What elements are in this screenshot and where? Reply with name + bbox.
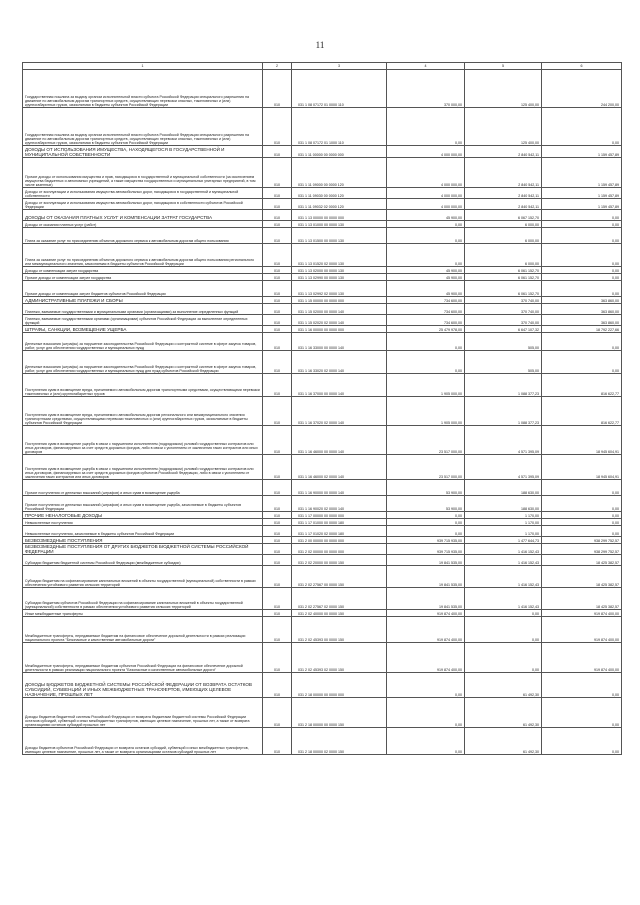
- row-name: Денежные взыскания (штрафы) за нарушение законодательства Российской Федерации о контрактной системе в сфере закупок товаров, работ, услуг для обеспечения государственных и муниципальных нужд для нужд субъектов Российской Федерации: [23, 351, 263, 374]
- row-budget-code: 031 2 02 00000 00 0000 000: [292, 544, 387, 555]
- row-executed-amount: 370 740,00: [465, 315, 542, 326]
- row-budget-code: 031 2 18 00000 00 0000 000: [292, 673, 387, 698]
- row-unexecuted-amount: 0,00: [542, 221, 622, 228]
- row-budget-code: 031 1 13 00000 00 0000 000: [292, 210, 387, 221]
- row-unexecuted-amount: 1 159 457,89: [542, 158, 622, 188]
- row-executed-amount: 6 000,00: [465, 244, 542, 267]
- table-row: [23, 351, 622, 374]
- row-name: Прочие доходы от компенсации затрат государства: [23, 274, 263, 281]
- row-name: ДОХОДЫ ОТ ИСПОЛЬЗОВАНИЯ ИМУЩЕСТВА, НАХОДЯЩЕГОСЯ В ГОСУДАРСТВЕННОЙ И МУНИЦИПАЛЬНОЙ СОБСТВЕННОСТИ: [23, 146, 263, 158]
- table-row: [23, 221, 622, 228]
- row-approved-amount: 370 000,00: [387, 70, 465, 108]
- table-row: [23, 146, 622, 158]
- table-header-row: [23, 63, 622, 70]
- table-row: [23, 267, 622, 274]
- row-unexecuted-amount: 244 200,00: [542, 70, 622, 108]
- table-row: [23, 315, 622, 326]
- row-unexecuted-amount: 919 874 400,00: [542, 643, 622, 673]
- row-unexecuted-amount: 0,00: [542, 333, 622, 351]
- row-budget-code: 031 1 13 01520 02 0000 130: [292, 244, 387, 267]
- row-unexecuted-amount: 18 425 382,57: [542, 588, 622, 610]
- row-budget-code: 031 1 16 33000 00 0000 140: [292, 333, 387, 351]
- row-executed-amount: 370 740,00: [465, 297, 542, 304]
- row-line-code: 010: [263, 537, 292, 544]
- row-name: Межбюджетные трансферты, передаваемые бюджетам субъектов Российской Федерации на финансовое обеспечение дорожной деятельности в рамках реализации национального проекта "Безопасные и качественные автомобильные дороги": [23, 643, 263, 673]
- row-unexecuted-amount: 0,00: [542, 228, 622, 244]
- row-budget-code: 031 1 17 01000 00 0000 180: [292, 519, 387, 526]
- row-budget-code: 031 2 02 27567 02 0000 150: [292, 588, 387, 610]
- row-name: БЕЗВОЗМЕЗДНЫЕ ПОСТУПЛЕНИЯ: [23, 537, 263, 544]
- row-budget-code: 031 2 02 40000 00 0000 150: [292, 610, 387, 617]
- row-budget-code: 031 2 18 00000 02 0000 150: [292, 728, 387, 755]
- row-unexecuted-amount: 0,00: [542, 267, 622, 274]
- row-budget-code: 031 1 17 00000 00 0000 000: [292, 512, 387, 519]
- table-row: [23, 281, 622, 297]
- row-name: Поступления сумм в возмещение ущерба в связи с нарушением исполнителем (подрядчиком) условий государственных контрактов или иных договоров, финансируемых за счет средств дорожных фондов, либо в связи с уклонением от заключения таких контрактов или иных договоров: [23, 426, 263, 455]
- row-executed-amount: 61 492,30: [465, 728, 542, 755]
- row-budget-code: 031 1 08 07172 01 0000 110: [292, 70, 387, 108]
- row-line-code: 010: [263, 274, 292, 281]
- row-line-code: 010: [263, 526, 292, 537]
- row-budget-code: 031 1 11 09000 00 0000 120: [292, 158, 387, 188]
- row-budget-code: 031 1 13 02992 02 0000 130: [292, 281, 387, 297]
- row-executed-amount: 505,00: [465, 333, 542, 351]
- row-approved-amount: 23 517 000,00: [387, 426, 465, 455]
- row-unexecuted-amount: 0,00: [542, 274, 622, 281]
- row-line-code: 010: [263, 610, 292, 617]
- row-executed-amount: 6 647 107,32: [465, 326, 542, 333]
- table-row: [23, 728, 622, 755]
- row-name: Доходы от оказания платных услуг (работ): [23, 221, 263, 228]
- row-executed-amount: 1 170,00: [465, 526, 542, 537]
- row-executed-amount: 6 061 152,70: [465, 267, 542, 274]
- row-line-code: 010: [263, 728, 292, 755]
- row-executed-amount: 505,00: [465, 351, 542, 374]
- row-line-code: 010: [263, 426, 292, 455]
- row-line-code: 010: [263, 519, 292, 526]
- row-executed-amount: 6 067 152,70: [465, 210, 542, 221]
- row-unexecuted-amount: 0,00: [542, 281, 622, 297]
- row-unexecuted-amount: 18 792 227,66: [542, 326, 622, 333]
- row-approved-amount: 0,00: [387, 228, 465, 244]
- row-line-code: 010: [263, 199, 292, 210]
- row-approved-amount: 0,00: [387, 728, 465, 755]
- table-row: [23, 537, 622, 544]
- row-unexecuted-amount: 0,00: [542, 244, 622, 267]
- row-line-code: 010: [263, 158, 292, 188]
- row-executed-amount: 1 170,00: [465, 512, 542, 519]
- row-executed-amount: 1 170,00: [465, 519, 542, 526]
- row-executed-amount: 6 061 152,70: [465, 281, 542, 297]
- row-approved-amount: 19 841 535,00: [387, 555, 465, 566]
- row-executed-amount: 1 416 152,43: [465, 588, 542, 610]
- table-row: [23, 333, 622, 351]
- row-line-code: 010: [263, 108, 292, 146]
- row-approved-amount: 734 600,00: [387, 297, 465, 304]
- row-approved-amount: 45 900,00: [387, 274, 465, 281]
- row-budget-code: 031 1 13 02990 00 0000 130: [292, 274, 387, 281]
- row-executed-amount: 2 840 542,11: [465, 199, 542, 210]
- row-name: Невыясненные поступления, зачисляемые в бюджеты субъектов Российской Федерации: [23, 526, 263, 537]
- row-approved-amount: 0,00: [387, 698, 465, 728]
- row-approved-amount: 45 900,00: [387, 281, 465, 297]
- row-executed-amount: 4 571 395,09: [465, 455, 542, 480]
- row-executed-amount: 1 416 152,43: [465, 566, 542, 588]
- row-approved-amount: 939 715 935,00: [387, 544, 465, 555]
- row-name: Субсидии бюджетам субъектов Российской Федерации на софинансирование капитальных вложений в объекты государственной (муниципальной) собственности в рамках обеспечения устойчивого развития сельских территорий: [23, 588, 263, 610]
- table-row: [23, 544, 622, 555]
- row-unexecuted-amount: 0,00: [542, 673, 622, 698]
- row-line-code: 010: [263, 588, 292, 610]
- row-approved-amount: 1 905 000,00: [387, 374, 465, 397]
- row-budget-code: 031 1 13 01000 00 0000 130: [292, 221, 387, 228]
- row-unexecuted-amount: 0,00: [542, 351, 622, 374]
- row-budget-code: 031 2 02 45393 00 0000 150: [292, 617, 387, 643]
- row-executed-amount: 188 630,00: [465, 480, 542, 496]
- row-name: Доходы от эксплуатации и использования имущества автомобильных дорог, находящихся в собственности субъектов Российской Федерации: [23, 199, 263, 210]
- row-approved-amount: 45 900,00: [387, 267, 465, 274]
- row-approved-amount: 53 900,00: [387, 496, 465, 512]
- row-executed-amount: 125 400,00: [465, 108, 542, 146]
- row-unexecuted-amount: 1 159 457,89: [542, 146, 622, 158]
- row-unexecuted-amount: 0,00: [542, 210, 622, 221]
- table-row: [23, 188, 622, 199]
- row-unexecuted-amount: 919 874 400,00: [542, 617, 622, 643]
- row-executed-amount: 370 740,00: [465, 304, 542, 315]
- row-executed-amount: 0,00: [465, 617, 542, 643]
- row-line-code: 010: [263, 70, 292, 108]
- column-header: 1: [23, 63, 263, 70]
- row-name: Государственная пошлина за выдачу органом исполнительной власти субъекта Российской Федерации специального разрешения на движение по автомобильным дорогам транспортных средств, осуществляющих перевозки опасных, тяжеловесных и (или) крупногабаритных грузов, зачисляемая в бюджеты субъектов Российской Федерации: [23, 70, 263, 108]
- table-row: [23, 480, 622, 496]
- row-budget-code: 031 1 17 01020 02 0000 180: [292, 526, 387, 537]
- row-executed-amount: 0,00: [465, 643, 542, 673]
- row-approved-amount: 0,00: [387, 526, 465, 537]
- row-executed-amount: 0,00: [465, 610, 542, 617]
- table-row: [23, 555, 622, 566]
- row-unexecuted-amount: 363 860,00: [542, 304, 622, 315]
- row-unexecuted-amount: 938 299 752,57: [542, 544, 622, 555]
- row-budget-code: 031 1 15 02000 00 0000 140: [292, 304, 387, 315]
- row-line-code: 010: [263, 244, 292, 267]
- table-row: [23, 397, 622, 426]
- table-row: [23, 274, 622, 281]
- row-approved-amount: 4 000 000,00: [387, 188, 465, 199]
- row-budget-code: 031 1 11 09030 00 0000 120: [292, 188, 387, 199]
- row-name: Доходы от эксплуатации и использования имущества автомобильных дорог, находящихся в государственной и муниципальной собственности: [23, 188, 263, 199]
- row-approved-amount: 0,00: [387, 333, 465, 351]
- table-row: [23, 643, 622, 673]
- table-row: [23, 455, 622, 480]
- row-name: Субсидии бюджетам на софинансирование капитальных вложений в объекты государственной (муниципальной) собственности в рамках обеспечения устойчивого развития сельских территорий: [23, 566, 263, 588]
- table-body: [23, 70, 622, 755]
- row-name: Государственная пошлина за выдачу органом исполнительной власти субъекта Российской Федерации специального разрешения на движение по автомобильным дорогам транспортных средств, осуществляющих перевозки опасных, тяжеловесных и (или) крупногабаритных грузов, зачисляемая в бюджеты субъектов Российской Федерации: [23, 108, 263, 146]
- row-unexecuted-amount: 0,00: [542, 512, 622, 519]
- row-line-code: 010: [263, 210, 292, 221]
- row-executed-amount: 1 416 152,43: [465, 544, 542, 555]
- row-approved-amount: 0,00: [387, 512, 465, 519]
- table-row: [23, 304, 622, 315]
- row-name: Доходы бюджетов бюджетной системы Российской Федерации от возврата бюджетами бюджетной системы Российской Федерации остатков субсидий, субвенций и иных межбюджетных трансфертов, имеющих целевое назначение, прошлых лет, а также от возврата организациями остатков субсидий прошлых лет: [23, 698, 263, 728]
- row-executed-amount: 1 088 377,23: [465, 374, 542, 397]
- row-name: Доходы бюджетов субъектов Российской Федерации от возврата остатков субсидий, субвенций и иных межбюджетных трансфертов, имеющих целевое назначение, прошлых лет, а также от возврата организациями остатков субсидий прошлых лет: [23, 728, 263, 755]
- row-unexecuted-amount: 0,00: [542, 108, 622, 146]
- table-row: [23, 326, 622, 333]
- table-row: [23, 519, 622, 526]
- table-row: [23, 588, 622, 610]
- row-unexecuted-amount: 816 622,77: [542, 374, 622, 397]
- row-name: Невыясненные поступления: [23, 519, 263, 526]
- row-approved-amount: 19 841 535,00: [387, 566, 465, 588]
- table-row: [23, 673, 622, 698]
- row-approved-amount: 0,00: [387, 519, 465, 526]
- column-header: 6: [542, 63, 622, 70]
- row-approved-amount: 919 874 400,00: [387, 610, 465, 617]
- row-line-code: 010: [263, 221, 292, 228]
- row-unexecuted-amount: 18 945 604,91: [542, 426, 622, 455]
- row-approved-amount: 45 900,00: [387, 210, 465, 221]
- table-row: [23, 610, 622, 617]
- row-unexecuted-amount: 1 159 457,89: [542, 188, 622, 199]
- row-unexecuted-amount: 0,00: [542, 728, 622, 755]
- table-row: [23, 199, 622, 210]
- row-name: Прочие поступления от денежных взысканий (штрафов) и иных сумм в возмещение ущерба: [23, 480, 263, 496]
- row-name: Субсидии бюджетам бюджетной системы Российской Федерации (межбюджетные субсидии): [23, 555, 263, 566]
- row-name: Поступления сумм в возмещение ущерба в связи с нарушением исполнителем (подрядчиком) условий государственных контрактов или иных договоров, финансируемых за счет средств дорожных фондов субъектов Российской Федерации, либо в связи с уклонением от заключения таких контрактов или иных договоров: [23, 455, 263, 480]
- row-budget-code: 031 1 13 02000 00 0000 130: [292, 267, 387, 274]
- table-row: [23, 526, 622, 537]
- row-name: БЕЗВОЗМЕЗДНЫЕ ПОСТУПЛЕНИЯ ОТ ДРУГИХ БЮДЖЕТОВ БЮДЖЕТНОЙ СИСТЕМЫ РОССИЙСКОЙ ФЕДЕРАЦИИ: [23, 544, 263, 555]
- row-budget-code: 031 1 11 00000 00 0000 000: [292, 146, 387, 158]
- table-row: [23, 108, 622, 146]
- row-unexecuted-amount: 363 860,00: [542, 297, 622, 304]
- row-budget-code: 031 1 16 90020 02 0000 140: [292, 496, 387, 512]
- row-line-code: 010: [263, 555, 292, 566]
- row-approved-amount: 1 905 000,00: [387, 397, 465, 426]
- row-budget-code: 031 1 16 46000 02 0000 140: [292, 455, 387, 480]
- row-name: ШТРАФЫ, САНКЦИИ, ВОЗМЕЩЕНИЕ УЩЕРБА: [23, 326, 263, 333]
- row-name: Прочие доходы от использования имущества и прав, находящихся в государственной и муниципальной собственности (за исключением имущества бюджетных и автономных учреждений, а также имущества государственных и муниципальных унитарных предприятий, в том числе казенных): [23, 158, 263, 188]
- row-line-code: 010: [263, 374, 292, 397]
- row-executed-amount: 6 061 152,70: [465, 274, 542, 281]
- row-line-code: 010: [263, 397, 292, 426]
- row-unexecuted-amount: 1 159 457,89: [542, 199, 622, 210]
- row-name: Межбюджетные трансферты, передаваемые бюджетам на финансовое обеспечение дорожной деятельности в рамках реализации национального проекта "Безопасные и качественные автомобильные дороги": [23, 617, 263, 643]
- row-executed-amount: 2 840 542,11: [465, 188, 542, 199]
- row-unexecuted-amount: 18 425 382,57: [542, 555, 622, 566]
- row-approved-amount: 0,00: [387, 673, 465, 698]
- row-line-code: 010: [263, 315, 292, 326]
- table-row: [23, 698, 622, 728]
- row-budget-code: 031 2 18 00000 00 0000 150: [292, 698, 387, 728]
- row-line-code: 010: [263, 188, 292, 199]
- row-budget-code: 031 1 16 90000 00 0000 140: [292, 480, 387, 496]
- row-unexecuted-amount: 0,00: [542, 519, 622, 526]
- row-approved-amount: 25 479 978,00: [387, 326, 465, 333]
- row-name: Платежи, взимаемые государственными и муниципальными органами (организациями) за выполнение определенных функций: [23, 304, 263, 315]
- row-line-code: 010: [263, 673, 292, 698]
- row-approved-amount: 4 000 000,00: [387, 199, 465, 210]
- row-approved-amount: 919 874 400,00: [387, 617, 465, 643]
- table-row: [23, 426, 622, 455]
- row-name: Доходы от компенсации затрат государства: [23, 267, 263, 274]
- row-name: Поступления сумм в возмещение вреда, причиняемого автомобильным дорогам транспортными средствами, осуществляющими перевозки тяжеловесных и (или) крупногабаритных грузов: [23, 374, 263, 397]
- row-executed-amount: 61 492,30: [465, 698, 542, 728]
- row-line-code: 010: [263, 333, 292, 351]
- row-executed-amount: 1 416 152,43: [465, 555, 542, 566]
- row-approved-amount: 23 517 000,00: [387, 455, 465, 480]
- row-approved-amount: 0,00: [387, 351, 465, 374]
- row-budget-code: 031 2 00 00000 00 0000 000: [292, 537, 387, 544]
- page-number: 11: [315, 40, 325, 50]
- row-line-code: 010: [263, 566, 292, 588]
- table-row: [23, 297, 622, 304]
- row-line-code: 010: [263, 544, 292, 555]
- row-approved-amount: 734 600,00: [387, 315, 465, 326]
- table-row: [23, 228, 622, 244]
- row-unexecuted-amount: 816 622,77: [542, 397, 622, 426]
- row-line-code: 010: [263, 267, 292, 274]
- row-executed-amount: 61 492,30: [465, 673, 542, 698]
- row-name: Поступления сумм в возмещение вреда, причиняемого автомобильным дорогам регионального или межмуниципального значения транспортными средствами, осуществляющими перевозки тяжеловесных и (или) крупногабаритных грузов, зачисляемые в бюджеты субъектов Российской Федерации: [23, 397, 263, 426]
- row-unexecuted-amount: 0,00: [542, 480, 622, 496]
- row-approved-amount: 734 600,00: [387, 304, 465, 315]
- row-line-code: 010: [263, 228, 292, 244]
- row-approved-amount: 0,00: [387, 221, 465, 228]
- column-header: 3: [292, 63, 387, 70]
- table-row: [23, 617, 622, 643]
- row-approved-amount: 19 841 535,00: [387, 588, 465, 610]
- row-approved-amount: 4 000 000,00: [387, 158, 465, 188]
- row-budget-code: 031 1 16 37000 00 0000 140: [292, 374, 387, 397]
- row-budget-code: 031 1 16 37020 02 0000 140: [292, 397, 387, 426]
- row-line-code: 010: [263, 146, 292, 158]
- row-name: ДОХОДЫ ОТ ОКАЗАНИЯ ПЛАТНЫХ УСЛУГ И КОМПЕНСАЦИИ ЗАТРАТ ГОСУДАРСТВА: [23, 210, 263, 221]
- row-budget-code: 031 1 08 07172 01 1000 110: [292, 108, 387, 146]
- row-budget-code: 031 1 16 00000 00 0000 000: [292, 326, 387, 333]
- row-executed-amount: 188 630,00: [465, 496, 542, 512]
- row-name: АДМИНИСТРАТИВНЫЕ ПЛАТЕЖИ И СБОРЫ: [23, 297, 263, 304]
- row-budget-code: 031 1 16 33020 02 0000 140: [292, 351, 387, 374]
- row-line-code: 010: [263, 326, 292, 333]
- row-executed-amount: 4 571 395,09: [465, 426, 542, 455]
- row-budget-code: 031 2 02 27567 00 0000 150: [292, 566, 387, 588]
- row-line-code: 010: [263, 304, 292, 315]
- row-approved-amount: 939 715 935,00: [387, 537, 465, 544]
- row-budget-code: 031 1 11 09032 02 0000 120: [292, 199, 387, 210]
- row-unexecuted-amount: 938 299 752,57: [542, 537, 622, 544]
- row-line-code: 010: [263, 351, 292, 374]
- row-line-code: 010: [263, 698, 292, 728]
- row-unexecuted-amount: 0,00: [542, 526, 622, 537]
- row-executed-amount: 125 400,00: [465, 70, 542, 108]
- row-unexecuted-amount: 18 945 604,91: [542, 455, 622, 480]
- column-header: 5: [465, 63, 542, 70]
- row-name: Денежные взыскания (штрафы) за нарушение законодательства Российской Федерации о контрактной системе в сфере закупок товаров, работ, услуг для обеспечения государственных и муниципальных нужд: [23, 333, 263, 351]
- row-name: Плата за оказание услуг по присоединению объектов дорожного сервиса к автомобильным дорогам общего пользования: [23, 228, 263, 244]
- row-name: Плата за оказание услуг по присоединению объектов дорожного сервиса к автомобильным дорогам общего пользования регионального или межмуниципального значения, зачисляемая в бюджеты субъектов Российской Федерации: [23, 244, 263, 267]
- row-budget-code: 031 2 02 45393 02 0000 150: [292, 643, 387, 673]
- row-line-code: 010: [263, 512, 292, 519]
- row-executed-amount: 2 840 542,11: [465, 146, 542, 158]
- row-executed-amount: 6 000,00: [465, 221, 542, 228]
- row-executed-amount: 1 088 377,23: [465, 397, 542, 426]
- row-approved-amount: 919 874 400,00: [387, 643, 465, 673]
- row-budget-code: 031 1 15 02020 02 0000 140: [292, 315, 387, 326]
- column-header: 2: [263, 63, 292, 70]
- row-line-code: 010: [263, 297, 292, 304]
- row-unexecuted-amount: 363 860,00: [542, 315, 622, 326]
- row-budget-code: 031 2 02 20000 00 0000 150: [292, 555, 387, 566]
- row-line-code: 010: [263, 496, 292, 512]
- table-row: [23, 70, 622, 108]
- row-line-code: 010: [263, 281, 292, 297]
- row-budget-code: 031 1 13 01500 00 0000 130: [292, 228, 387, 244]
- row-name: ДОХОДЫ БЮДЖЕТОВ БЮДЖЕТНОЙ СИСТЕМЫ РОССИЙСКОЙ ФЕДЕРАЦИИ ОТ ВОЗВРАТА ОСТАТКОВ СУБСИДИЙ, СУБВЕНЦИЙ И ИНЫХ МЕЖБЮДЖЕТНЫХ ТРАНСФЕРТОВ, ИМЕЮЩИХ ЦЕЛЕВОЕ НАЗНАЧЕНИЕ, ПРОШЛЫХ ЛЕТ: [23, 673, 263, 698]
- row-approved-amount: 53 900,00: [387, 480, 465, 496]
- row-approved-amount: 0,00: [387, 244, 465, 267]
- row-line-code: 010: [263, 617, 292, 643]
- row-name: Иные межбюджетные трансферты: [23, 610, 263, 617]
- row-executed-amount: 2 840 542,11: [465, 158, 542, 188]
- row-line-code: 010: [263, 455, 292, 480]
- row-unexecuted-amount: 919 874 400,00: [542, 610, 622, 617]
- row-line-code: 010: [263, 480, 292, 496]
- table-row: [23, 244, 622, 267]
- row-budget-code: 031 1 16 46000 00 0000 140: [292, 426, 387, 455]
- row-executed-amount: 6 000,00: [465, 228, 542, 244]
- row-budget-code: 031 1 15 00000 00 0000 000: [292, 297, 387, 304]
- row-name: ПРОЧИЕ НЕНАЛОГОВЫЕ ДОХОДЫ: [23, 512, 263, 519]
- row-name: Платежи, взимаемые государственными органами (организациями) субъектов Российской Федерации за выполнение определенных функций: [23, 315, 263, 326]
- table-row: [23, 374, 622, 397]
- table-row: [23, 512, 622, 519]
- row-name: Прочие поступления от денежных взысканий (штрафов) и иных сумм в возмещение ущерба, зачисляемые в бюджеты субъектов Российской Федерации: [23, 496, 263, 512]
- row-line-code: 010: [263, 643, 292, 673]
- row-name: Прочие доходы от компенсации затрат бюджетов субъектов Российской Федерации: [23, 281, 263, 297]
- row-executed-amount: 1 477 644,73: [465, 537, 542, 544]
- table-row: [23, 496, 622, 512]
- row-unexecuted-amount: 18 425 382,57: [542, 566, 622, 588]
- table-row: [23, 158, 622, 188]
- income-report-table: [22, 62, 622, 755]
- row-unexecuted-amount: 0,00: [542, 698, 622, 728]
- table-row: [23, 566, 622, 588]
- table-row: [23, 210, 622, 221]
- column-header: 4: [387, 63, 465, 70]
- row-unexecuted-amount: 0,00: [542, 496, 622, 512]
- row-approved-amount: 4 000 000,00: [387, 146, 465, 158]
- row-approved-amount: 0,00: [387, 108, 465, 146]
